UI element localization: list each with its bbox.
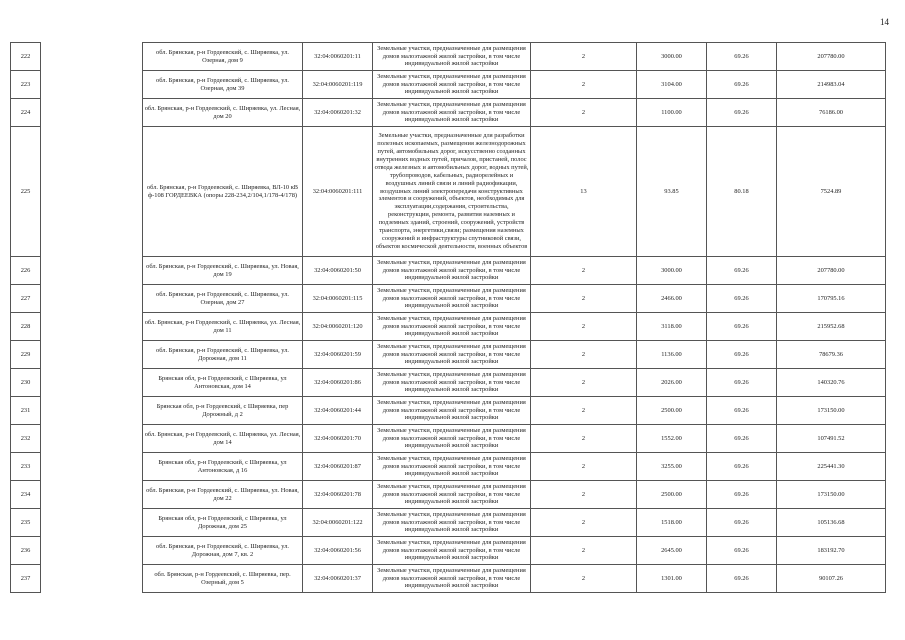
cadastral-value-cell: 183192.70 xyxy=(777,537,886,565)
table-row xyxy=(11,341,886,369)
table-row xyxy=(11,313,886,341)
rate-cell: 69.26 xyxy=(707,257,777,285)
cadastral-number-cell: 32:04:0060201:115 xyxy=(303,285,373,313)
group-cell: 2 xyxy=(531,257,637,285)
blank-cell xyxy=(41,341,143,369)
cadastral-value-cell: 225441.30 xyxy=(777,453,886,481)
group-cell: 2 xyxy=(531,341,637,369)
group-cell: 2 xyxy=(531,397,637,425)
blank-cell xyxy=(41,99,143,127)
cadastral-value-cell: 170795.16 xyxy=(777,285,886,313)
table-row xyxy=(11,453,886,481)
area-cell: 2466.00 xyxy=(637,285,707,313)
cadastral-value-cell: 78679.36 xyxy=(777,341,886,369)
table-row xyxy=(11,481,886,509)
land-use-cell: Земельные участки, предназначенные для разработки полезных ископаемых, размещения железнодорожных путей, автомобильных дорог, искусственно созданных внутренних водных путей, причалов, пристаней, полос отвода железных и автомобильных дорог, водных путей, трубопроводов, кабельных, радиорелейных и воздушных линий связи и линий радиофикации, воздушных линий электропередачи конструктивных элементов и сооружений, объектов, необходимых для эксплуатации,содержания, строительства, реконструкции, ремонта, развития наземных и подземных зданий, строений, сооружений, устройств транспорта, энергетики,связи; размещения наземных сооружений и инфраструктуры спутниковой связи, объектов космической деятельности, военных объектов xyxy=(373,127,531,257)
cadastral-number-cell: 32:04:0060201:120 xyxy=(303,313,373,341)
area-cell: 1100.00 xyxy=(637,99,707,127)
row-number-cell: 230 xyxy=(11,369,41,397)
blank-cell xyxy=(41,43,143,71)
land-use-cell: Земельные участки, предназначенные для размещения домов малоэтажной жилой застройки, в том числе индивидуальной жилой застройки xyxy=(373,341,531,369)
row-number-cell: 237 xyxy=(11,565,41,593)
rate-cell: 80.18 xyxy=(707,127,777,257)
rate-cell: 69.26 xyxy=(707,425,777,453)
rate-cell: 69.26 xyxy=(707,453,777,481)
group-cell: 2 xyxy=(531,425,637,453)
address-cell: обл. Брянская, р-н Гордеевский, с. Ширяевка, ул. Лесная, дом 20 xyxy=(143,99,303,127)
group-cell: 2 xyxy=(531,481,637,509)
blank-cell xyxy=(41,285,143,313)
rate-cell: 69.26 xyxy=(707,313,777,341)
land-use-cell: Земельные участки, предназначенные для размещения домов малоэтажной жилой застройки, в том числе индивидуальной жилой застройки xyxy=(373,425,531,453)
cadastral-value-cell: 207780.00 xyxy=(777,257,886,285)
cadastral-value-cell: 76186.00 xyxy=(777,99,886,127)
row-number-cell: 226 xyxy=(11,257,41,285)
cadastral-value-cell: 140320.76 xyxy=(777,369,886,397)
cadastral-value-cell: 7524.89 xyxy=(777,127,886,257)
land-use-cell: Земельные участки, предназначенные для размещения домов малоэтажной жилой застройки, в том числе индивидуальной жилой застройки xyxy=(373,537,531,565)
cadastral-value-cell: 214983.04 xyxy=(777,71,886,99)
row-number-cell: 227 xyxy=(11,285,41,313)
land-use-cell: Земельные участки, предназначенные для размещения домов малоэтажной жилой застройки, в том числе индивидуальной жилой застройки xyxy=(373,397,531,425)
address-cell: обл. Брянская, р-н Гордеевский, с. Ширяевка, ул. Новая, дом 19 xyxy=(143,257,303,285)
table-row xyxy=(11,99,886,127)
row-number-cell: 222 xyxy=(11,43,41,71)
land-use-cell: Земельные участки, предназначенные для размещения домов малоэтажной жилой застройки, в том числе индивидуальной жилой застройки xyxy=(373,369,531,397)
table-row xyxy=(11,397,886,425)
address-cell: Брянская обл, р-н Гордеевский, с Ширяевка, ул Антоновская, д 16 xyxy=(143,453,303,481)
area-cell: 2500.00 xyxy=(637,397,707,425)
address-cell: Брянская обл, р-н Гордеевский, с Ширяевка, ул Дорожная, дом 25 xyxy=(143,509,303,537)
blank-cell xyxy=(41,397,143,425)
address-cell: обл. Брянская, р-н Гордеевский, с. Ширяевка, ул. Лесная, дом 11 xyxy=(143,313,303,341)
row-number-cell: 236 xyxy=(11,537,41,565)
row-number-cell: 228 xyxy=(11,313,41,341)
rate-cell: 69.26 xyxy=(707,341,777,369)
row-number-cell: 231 xyxy=(11,397,41,425)
address-cell: обл. Брянская, р-н Гордеевский, с. Ширяевка, пер. Озерный, дом 5 xyxy=(143,565,303,593)
row-number-cell: 224 xyxy=(11,99,41,127)
address-cell: обл. Брянская, р-н Гордеевский, с. Ширяевка, ул. Озерная, дом 39 xyxy=(143,71,303,99)
group-cell: 2 xyxy=(531,43,637,71)
cadastral-value-cell: 215952.68 xyxy=(777,313,886,341)
rate-cell: 69.26 xyxy=(707,537,777,565)
cadastral-value-cell: 90107.26 xyxy=(777,565,886,593)
table-row xyxy=(11,509,886,537)
blank-cell xyxy=(41,127,143,257)
cadastral-number-cell: 32:04:0060201:87 xyxy=(303,453,373,481)
rate-cell: 69.26 xyxy=(707,509,777,537)
cadastral-value-cell: 207780.00 xyxy=(777,43,886,71)
land-plots-table xyxy=(10,42,886,593)
land-use-cell: Земельные участки, предназначенные для размещения домов малоэтажной жилой застройки, в том числе индивидуальной жилой застройки xyxy=(373,99,531,127)
table-row xyxy=(11,71,886,99)
address-cell: обл. Брянская, р-н Гордеевский, с. Ширяевка, ул. Дорожная, дом 11 xyxy=(143,341,303,369)
rate-cell: 69.26 xyxy=(707,99,777,127)
cadastral-number-cell: 32:04:0060201:119 xyxy=(303,71,373,99)
group-cell: 2 xyxy=(531,285,637,313)
blank-cell xyxy=(41,537,143,565)
rate-cell: 69.26 xyxy=(707,481,777,509)
address-cell: обл. Брянская, р-н Гордеевский, с. Ширяевка, ул. Озерная, дом 9 xyxy=(143,43,303,71)
address-cell: обл. Брянская, р-н Гордеевский, с. Ширяевка, ул. Озерная, дом 27 xyxy=(143,285,303,313)
cadastral-value-cell: 107491.52 xyxy=(777,425,886,453)
table-row xyxy=(11,537,886,565)
table-row xyxy=(11,425,886,453)
blank-cell xyxy=(41,369,143,397)
cadastral-number-cell: 32:04:0060201:78 xyxy=(303,481,373,509)
cadastral-number-cell: 32:04:0060201:70 xyxy=(303,425,373,453)
rate-cell: 69.26 xyxy=(707,397,777,425)
address-cell: обл. Брянская, р-н Гордеевский, с. Ширяевка, ул. Лесная, дом 14 xyxy=(143,425,303,453)
group-cell: 2 xyxy=(531,71,637,99)
rate-cell: 69.26 xyxy=(707,369,777,397)
row-number-cell: 235 xyxy=(11,509,41,537)
area-cell: 1552.00 xyxy=(637,425,707,453)
blank-cell xyxy=(41,481,143,509)
address-cell: обл. Брянская, р-н Гордеевский, с. Ширяевка, ул. Новая, дом 22 xyxy=(143,481,303,509)
address-cell: обл. Брянская, р-н Гордеевский, с. Ширяевка, ВЛ-10 кВ ф-108 ГОРДЕЕВКА (опоры 228-234,2/104,1/178-4/178) xyxy=(143,127,303,257)
area-cell: 3000.00 xyxy=(637,43,707,71)
cadastral-number-cell: 32:04:0060201:86 xyxy=(303,369,373,397)
blank-cell xyxy=(41,313,143,341)
land-use-cell: Земельные участки, предназначенные для размещения домов малоэтажной жилой застройки, в том числе индивидуальной жилой застройки xyxy=(373,453,531,481)
blank-cell xyxy=(41,453,143,481)
row-number-cell: 225 xyxy=(11,127,41,257)
land-use-cell: Земельные участки, предназначенные для размещения домов малоэтажной жилой застройки, в том числе индивидуальной жилой застройки xyxy=(373,71,531,99)
cadastral-value-cell: 173150.00 xyxy=(777,397,886,425)
area-cell: 2026.00 xyxy=(637,369,707,397)
group-cell: 2 xyxy=(531,537,637,565)
blank-cell xyxy=(41,565,143,593)
cadastral-number-cell: 32:04:0060201:56 xyxy=(303,537,373,565)
cadastral-number-cell: 32:04:0060201:111 xyxy=(303,127,373,257)
cadastral-number-cell: 32:04:0060201:44 xyxy=(303,397,373,425)
area-cell: 1136.00 xyxy=(637,341,707,369)
land-use-cell: Земельные участки, предназначенные для размещения домов малоэтажной жилой застройки, в том числе индивидуальной жилой застройки xyxy=(373,285,531,313)
table-row xyxy=(11,285,886,313)
rate-cell: 69.26 xyxy=(707,43,777,71)
table-body xyxy=(11,43,886,593)
cadastral-number-cell: 32:04:0060201:122 xyxy=(303,509,373,537)
land-use-cell: Земельные участки, предназначенные для размещения домов малоэтажной жилой застройки, в том числе индивидуальной жилой застройки xyxy=(373,481,531,509)
cadastral-number-cell: 32:04:0060201:59 xyxy=(303,341,373,369)
area-cell: 1518.00 xyxy=(637,509,707,537)
area-cell: 2645.00 xyxy=(637,537,707,565)
page-number: 14 xyxy=(880,17,889,27)
group-cell: 2 xyxy=(531,509,637,537)
area-cell: 2500.00 xyxy=(637,481,707,509)
cadastral-value-cell: 105136.68 xyxy=(777,509,886,537)
rate-cell: 69.26 xyxy=(707,565,777,593)
area-cell: 3000.00 xyxy=(637,257,707,285)
cadastral-number-cell: 32:04:0060201:11 xyxy=(303,43,373,71)
table-row xyxy=(11,127,886,257)
area-cell: 1301.00 xyxy=(637,565,707,593)
blank-cell xyxy=(41,509,143,537)
rate-cell: 69.26 xyxy=(707,71,777,99)
cadastral-value-cell: 173150.00 xyxy=(777,481,886,509)
group-cell: 13 xyxy=(531,127,637,257)
area-cell: 3255.00 xyxy=(637,453,707,481)
address-cell: Брянская обл, р-н Гордеевский, с Ширяевка, пер Дорожный, д 2 xyxy=(143,397,303,425)
area-cell: 93.85 xyxy=(637,127,707,257)
cadastral-number-cell: 32:04:0060201:32 xyxy=(303,99,373,127)
table-row xyxy=(11,565,886,593)
cadastral-number-cell: 32:04:0060201:50 xyxy=(303,257,373,285)
row-number-cell: 229 xyxy=(11,341,41,369)
blank-cell xyxy=(41,257,143,285)
group-cell: 2 xyxy=(531,565,637,593)
group-cell: 2 xyxy=(531,313,637,341)
group-cell: 2 xyxy=(531,453,637,481)
row-number-cell: 234 xyxy=(11,481,41,509)
address-cell: обл. Брянская, р-н Гордеевский, с. Ширяевка, ул. Дорожная, дом 7, кв. 2 xyxy=(143,537,303,565)
table-row xyxy=(11,43,886,71)
land-use-cell: Земельные участки, предназначенные для размещения домов малоэтажной жилой застройки, в том числе индивидуальной жилой застройки xyxy=(373,313,531,341)
land-use-cell: Земельные участки, предназначенные для размещения домов малоэтажной жилой застройки, в том числе индивидуальной жилой застройки xyxy=(373,509,531,537)
blank-cell xyxy=(41,71,143,99)
address-cell: Брянская обл, р-н Гордеевский, с Ширяевка, ул Антоновская, дом 14 xyxy=(143,369,303,397)
land-use-cell: Земельные участки, предназначенные для размещения домов малоэтажной жилой застройки, в том числе индивидуальной жилой застройки xyxy=(373,43,531,71)
group-cell: 2 xyxy=(531,99,637,127)
group-cell: 2 xyxy=(531,369,637,397)
rate-cell: 69.26 xyxy=(707,285,777,313)
row-number-cell: 223 xyxy=(11,71,41,99)
table-row xyxy=(11,257,886,285)
land-use-cell: Земельные участки, предназначенные для размещения домов малоэтажной жилой застройки, в том числе индивидуальной жилой застройки xyxy=(373,257,531,285)
area-cell: 3118.00 xyxy=(637,313,707,341)
area-cell: 3104.00 xyxy=(637,71,707,99)
blank-cell xyxy=(41,425,143,453)
row-number-cell: 232 xyxy=(11,425,41,453)
land-use-cell: Земельные участки, предназначенные для размещения домов малоэтажной жилой застройки, в том числе индивидуальной жилой застройки xyxy=(373,565,531,593)
table-row xyxy=(11,369,886,397)
row-number-cell: 233 xyxy=(11,453,41,481)
cadastral-number-cell: 32:04:0060201:37 xyxy=(303,565,373,593)
